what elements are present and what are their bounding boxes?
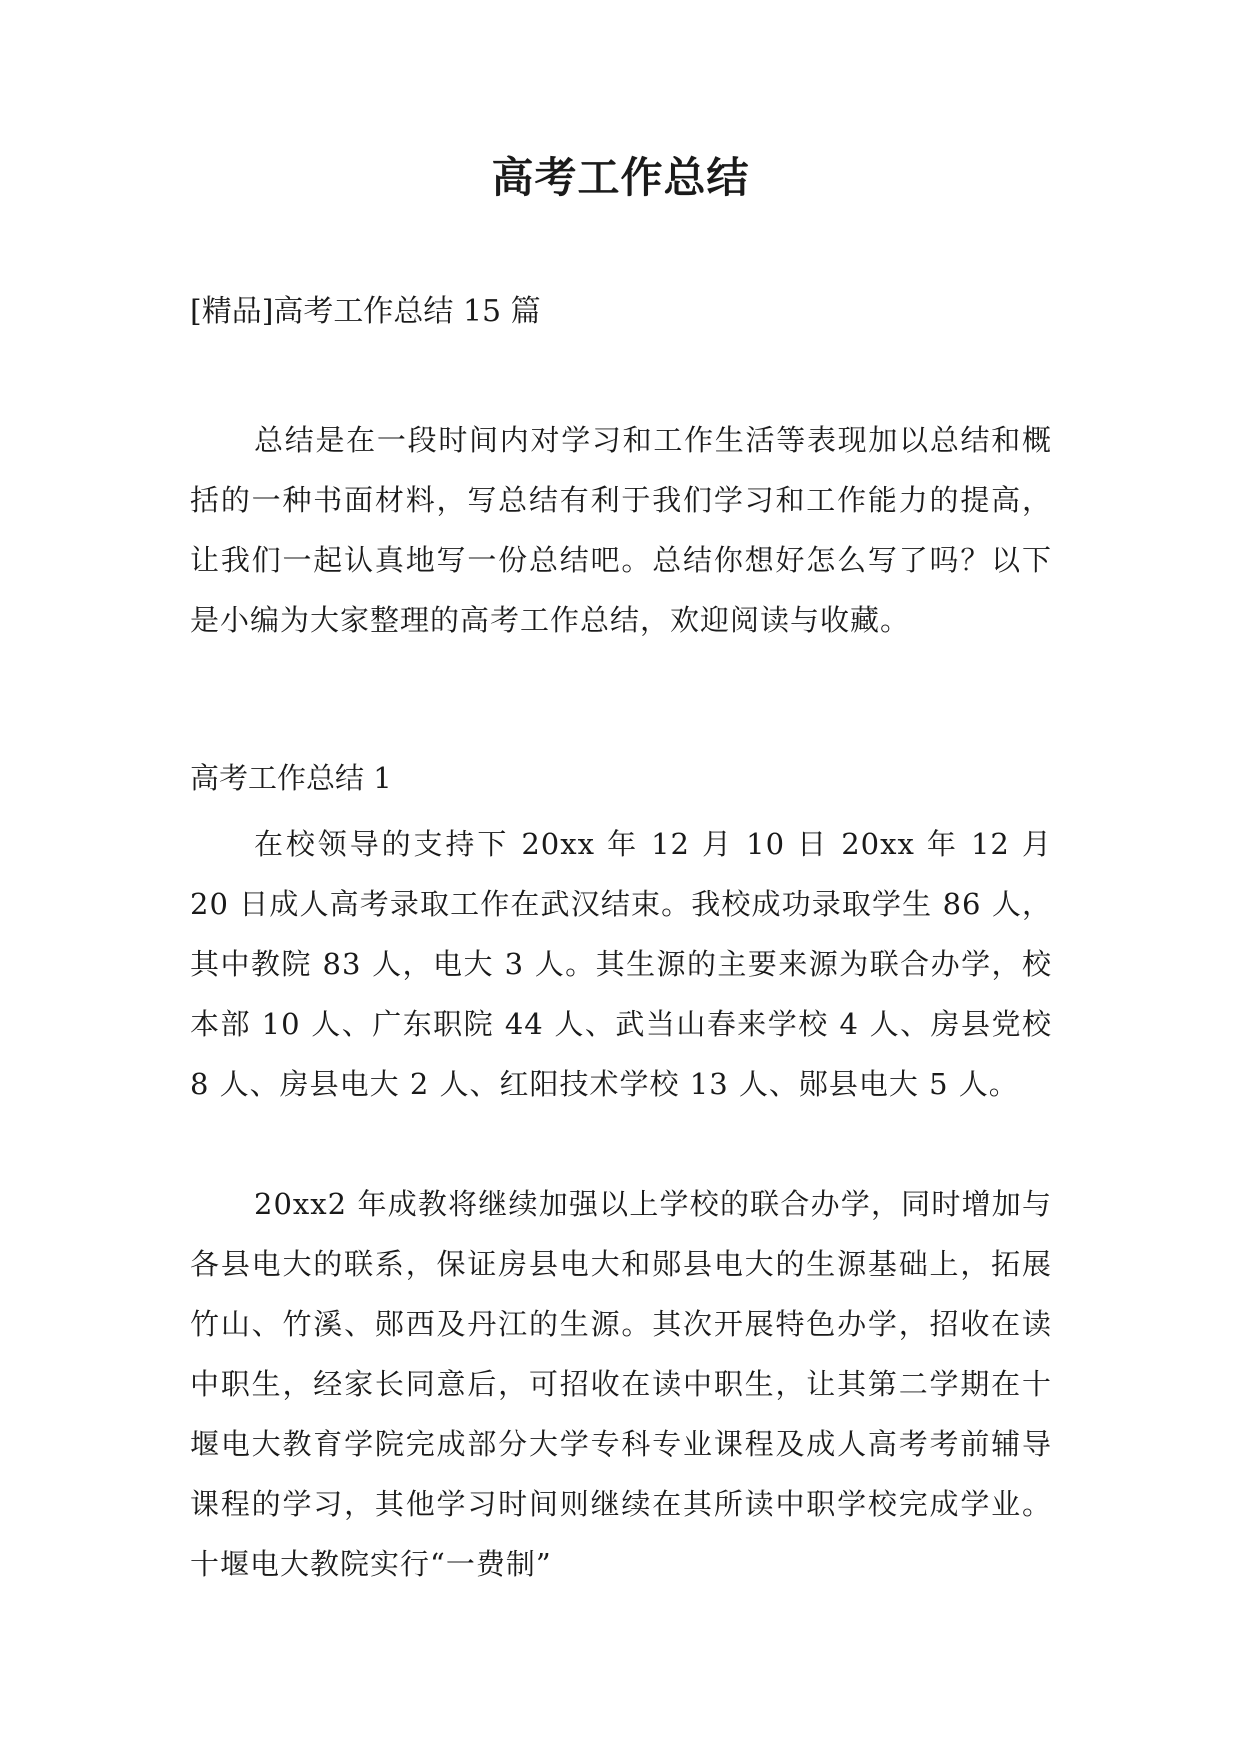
document-subtitle: [精品]高考工作总结 15 篇 (190, 294, 541, 329)
section-paragraph: 在校领导的支持下 20xx 年 12 月 10 日 20xx 年 12 月 20 日成人高考录取工作在武汉结束。我校成功录取学生 86 人，其中教院 83 人，电大 3 人。其生源的主要来源为联合办学，校本部 10 人、广东职院 44 人、武当山春来学校 4 人、房县党校 8 人、房县电大 2 人、红阳技术学校 13 人、郧县电大 5 人。 (190, 827, 1052, 1101)
intro-paragraph: 总结是在一段时间内对学习和工作生活等表现加以总结和概括的一种书面材料，写总结有利于我们学习和工作能力的提高，让我们一起认真地写一份总结吧。总结你想好怎么写了吗？以下是小编为大家整理的高考工作总结，欢迎阅读与收藏。 (190, 423, 1052, 637)
document-title: 高考工作总结 (491, 153, 750, 202)
section-heading: 高考工作总结 1 (190, 761, 392, 795)
section-paragraph: 20xx2 年成教将继续加强以上学校的联合办学，同时增加与各县电大的联系，保证房县电大和郧县电大的生源基础上，拓展竹山、竹溪、郧西及丹江的生源。其次开展特色办学，招收在读中职生，经家长同意后，可招收在读中职生，让其第二学期在十堰电大教育学院完成部分大学专科专业课程及成人高考考前辅导课程的学习，其他学习时间则继续在其所读中职学校完成学业。十堰电大教院实行“一费制” (190, 1187, 1052, 1581)
